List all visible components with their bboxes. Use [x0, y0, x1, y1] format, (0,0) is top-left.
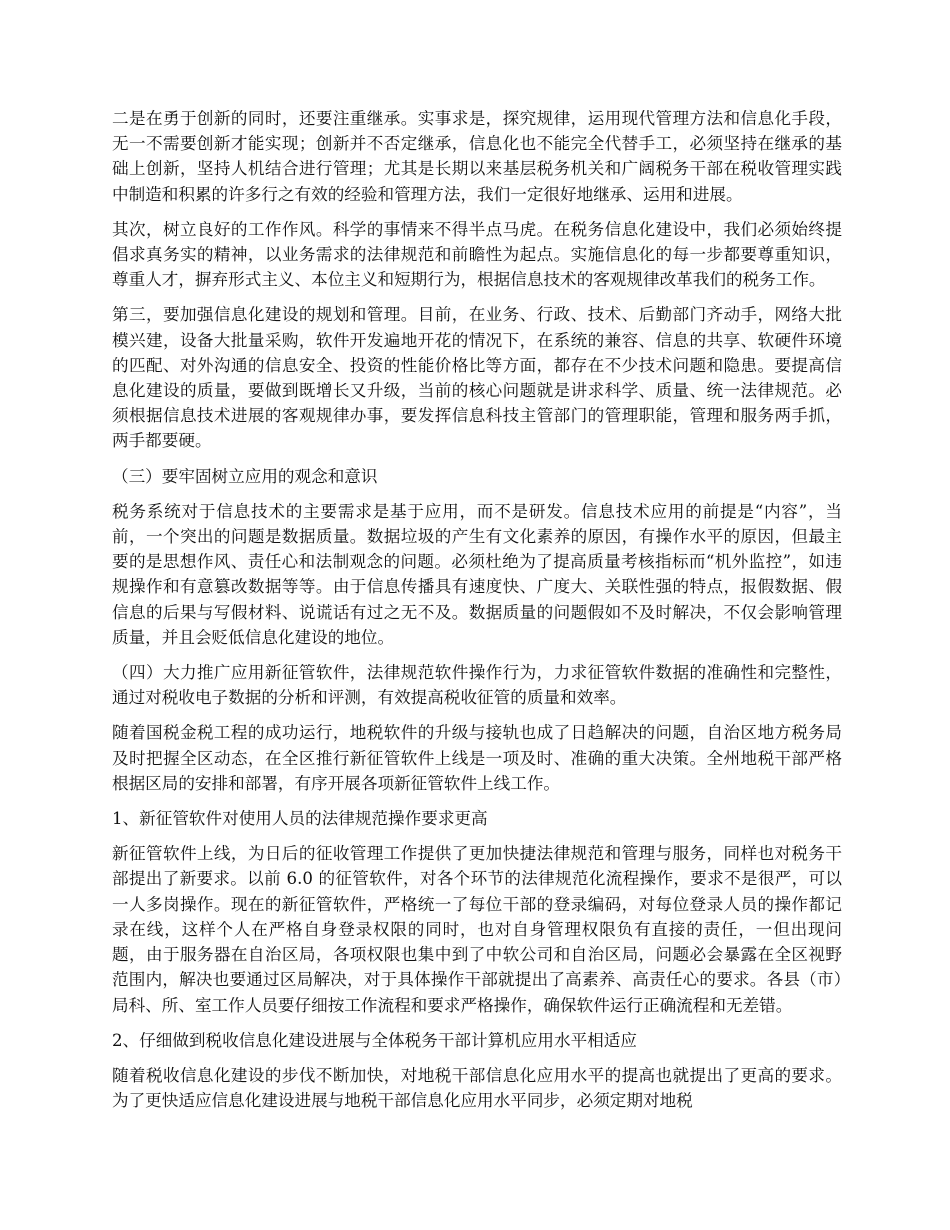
- subheading-computer-skills: 2、仔细做到税收信息化建设进展与全体税务干部计算机应用水平相适应: [112, 1030, 637, 1050]
- section-heading-application: （三）要牢固树立应用的观念和意识: [112, 466, 378, 486]
- paragraph-software-upgrade: 随着国税金税工程的成功运行，地税软件的升级与接轨也成了日趋解决的问题，自治区地方税务局及时把握全区动态，在全区推行新征管软件上线是一项及时、准确的重大决策。全州地税干部严格根据区局的安排和部署，有序开展各项新征管软件上线工作。: [112, 723, 842, 793]
- paragraph-inheritance: 二是在勇于创新的同时，还要注重继承。实事求是，探究规律，运用现代管理方法和信息化手段，无一不需要创新才能实现；创新并不否定继承，信息化也不能完全代替手工，必须坚持在继承的基础上创新，坚持人机结合进行管理；尤其是长期以来基层税务机关和广阔税务干部在税收管理实践中制造和积累的许多行之有效的经验和管理方法，我们一定很好地继承、运用和进展。: [112, 109, 842, 204]
- paragraph-training: 随着税收信息化建设的步伐不断加快，对地税干部信息化应用水平的提高也就提出了更高的要求。为了更快适应信息化建设进展与地税干部信息化应用水平同步，必须定期对地税: [112, 1065, 842, 1111]
- paragraph-new-software-requirements: 新征管软件上线，为日后的征收管理工作提供了更加快捷法律规范和管理与服务，同样也对税务干部提出了新要求。以前 6.0 的征管软件，对各个环节的法律规范化流程操作，要求不是很严，可以一人多岗操作。现在的新征管软件，严格统一了每位干部的登录编码，对每位登录人员的操作都记录在线，这样个人在严格自身登录权限的同时，也对自身管理权限负有直接的责任，一但出现问题，由于服务器在自治区局，各项权限也集中到了中软公司和自治区局，问题必会暴露在全区视野范围内，解决也要通过区局解决，对于具体操作干部就提出了高素养、高责任心的要求。各县（市）局科、所、室工作人员要仔细按工作流程和要求严格操作，确保软件运行正确流程和无差错。: [112, 844, 842, 1015]
- paragraph-promote-software: （四）大力推广应用新征管软件，法律规范软件操作行为，力求征管软件数据的准确性和完整性，通过对税收电子数据的分析和评测，有效提高税收征管的质量和效率。: [112, 663, 842, 708]
- subheading-operation-requirements: 1、新征管软件对使用人员的法律规范操作要求更高: [112, 809, 488, 829]
- paragraph-data-quality: 税务系统对于信息技术的主要需求是基于应用，而不是研发。信息技术应用的前提是“内容”，当前，一个突出的问题是数据质量。数据垃圾的产生有文化素养的原因，有操作水平的原因，但最主要的是思想作风、责任心和法制观念的问题。必须杜绝为了提高质量考核指标而“机外监控”，如违规操作和有意篡改数据等等。由于信息传播具有速度快、广度大、关联性强的特点，报假数据、假信息的后果与写假材料、说谎话有过之无不及。数据质量的问题假如不及时解决，不仅会影响管理质量，并且会贬低信息化建设的地位。: [112, 501, 842, 647]
- document-page: [112, 106, 842, 1123]
- paragraph-planning-management: 第三，要加强信息化建设的规划和管理。目前，在业务、行政、技术、后勤部门齐动手，网络大批模兴建，设备大批量采购，软件开发遍地开花的情况下，在系统的兼容、信息的共享、软硬件环境的匹配、对外沟通的信息安全、投资的性能价格比等方面，都存在不少技术问题和隐患。要提高信息化建设的质量，要做到既增长又升级，当前的核心问题就是讲求科学、质量、统一法律规范。必须根据信息技术进展的客观规律办事，要发挥信息科技主管部门的管理职能，管理和服务两手抓，两手都要硬。: [112, 305, 842, 451]
- paragraph-work-style: 其次，树立良好的工作作风。科学的事情来不得半点马虎。在税务信息化建设中，我们必须始终提倡求真务实的精神，以业务需求的法律规范和前瞻性为起点。实施信息化的每一步都要尊重知识，尊重人才，摒弃形式主义、本位主义和短期行为，根据信息技术的客观规律改革我们的税务工作。: [112, 219, 842, 290]
